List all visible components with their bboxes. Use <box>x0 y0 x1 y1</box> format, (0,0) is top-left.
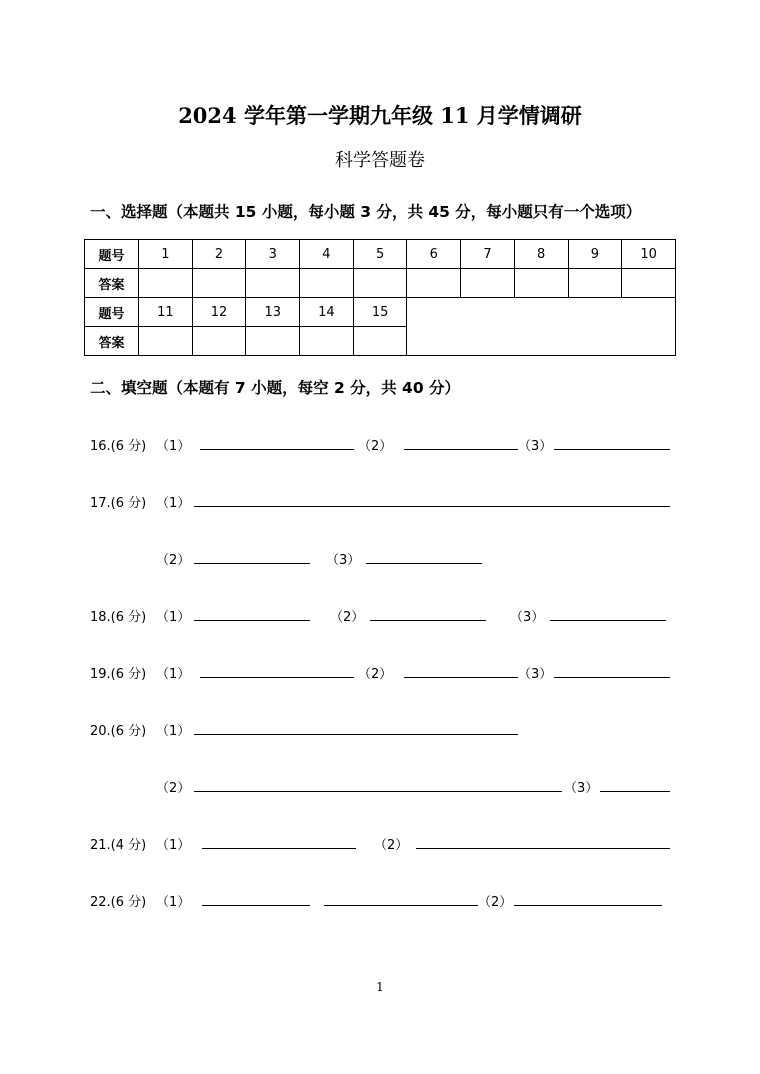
answer-blank[interactable] <box>202 834 356 849</box>
answer-blank[interactable] <box>600 777 670 792</box>
answer-blank[interactable] <box>366 549 482 564</box>
part-1-label: （1） <box>156 496 191 511</box>
part-2-label: （2） <box>358 439 393 454</box>
part-1-label: （1） <box>156 895 191 910</box>
answer-blank[interactable] <box>370 606 486 621</box>
answer-cell[interactable] <box>461 269 515 298</box>
answer-blank[interactable] <box>194 492 670 507</box>
part-3-label: （3） <box>564 781 599 796</box>
answer-blank[interactable] <box>404 435 518 450</box>
part-3-label: （3） <box>518 439 553 454</box>
question-number-cell: 6 <box>407 240 461 269</box>
answer-blank[interactable] <box>194 720 518 735</box>
question-number-cell: 1 <box>139 240 193 269</box>
answer-cell[interactable] <box>514 269 568 298</box>
part-1-label: （1） <box>156 838 191 853</box>
question-number-cell: 13 <box>246 298 300 327</box>
answer-cell[interactable] <box>192 269 246 298</box>
part-3-label: （3） <box>518 667 553 682</box>
table-row <box>85 269 676 298</box>
answer-cell[interactable] <box>139 327 193 356</box>
part-2-label: （2） <box>374 838 409 853</box>
answer-blank[interactable] <box>194 606 310 621</box>
part-3-label: （3） <box>326 553 361 568</box>
part-2-label: （2） <box>358 667 393 682</box>
answer-cell[interactable] <box>300 269 354 298</box>
row-label-answer: 答案 <box>85 269 139 298</box>
table-row <box>85 298 676 327</box>
question-number-cell: 12 <box>192 298 246 327</box>
question-number-cell: 2 <box>192 240 246 269</box>
question-label: 18.(6 分) <box>90 610 147 625</box>
question-label: 21.(4 分) <box>90 838 147 853</box>
answer-cell[interactable] <box>353 327 407 356</box>
answer-blank[interactable] <box>194 777 562 792</box>
section-1-heading: 一、选择题（本题共 15 小题，每小题 3 分，共 45 分，每小题只有一个选项） <box>90 203 642 221</box>
question-number-cell: 14 <box>300 298 354 327</box>
answer-cell[interactable] <box>246 269 300 298</box>
question-number-cell: 15 <box>353 298 407 327</box>
answer-cell[interactable] <box>407 269 461 298</box>
question-label: 19.(6 分) <box>90 667 147 682</box>
answer-cell[interactable] <box>622 269 676 298</box>
choice-answer-grid <box>84 239 676 356</box>
question-number-cell: 10 <box>622 240 676 269</box>
part-2-label: （2） <box>156 553 191 568</box>
question-label: 20.(6 分) <box>90 724 147 739</box>
answer-cell[interactable] <box>246 327 300 356</box>
answer-cell[interactable] <box>139 269 193 298</box>
answer-blank[interactable] <box>550 606 666 621</box>
answer-blank[interactable] <box>200 663 354 678</box>
part-2-label: （2） <box>156 781 191 796</box>
answer-blank[interactable] <box>404 663 518 678</box>
answer-blank[interactable] <box>324 891 478 906</box>
empty-merged-cell <box>407 298 676 356</box>
part-2-label: （2） <box>478 895 513 910</box>
question-number-cell: 7 <box>461 240 515 269</box>
answer-cell[interactable] <box>568 269 622 298</box>
answer-blank[interactable] <box>416 834 670 849</box>
answer-blank[interactable] <box>202 891 310 906</box>
part-1-label: （1） <box>156 724 191 739</box>
row-label-number: 题号 <box>85 298 139 327</box>
table-row <box>85 240 676 269</box>
page-number: 1 <box>376 980 384 994</box>
question-number-cell: 11 <box>139 298 193 327</box>
question-number-cell: 9 <box>568 240 622 269</box>
part-1-label: （1） <box>156 439 191 454</box>
answer-blank[interactable] <box>514 891 662 906</box>
section-2-heading: 二、填空题（本题有 7 小题，每空 2 分，共 40 分） <box>90 379 461 397</box>
page-subtitle: 科学答题卷 <box>335 150 425 171</box>
question-number-cell: 8 <box>514 240 568 269</box>
answer-blank[interactable] <box>554 435 670 450</box>
answer-blank[interactable] <box>200 435 354 450</box>
row-label-number: 题号 <box>85 240 139 269</box>
answer-blank[interactable] <box>554 663 670 678</box>
answer-blank[interactable] <box>194 549 310 564</box>
answer-cell[interactable] <box>192 327 246 356</box>
part-3-label: （3） <box>510 610 545 625</box>
part-2-label: （2） <box>330 610 365 625</box>
question-label: 22.(6 分) <box>90 895 147 910</box>
question-label: 17.(6 分) <box>90 496 147 511</box>
question-number-cell: 5 <box>353 240 407 269</box>
question-number-cell: 4 <box>300 240 354 269</box>
answer-cell[interactable] <box>300 327 354 356</box>
question-number-cell: 3 <box>246 240 300 269</box>
page-title: 2024 学年第一学期九年级 11 月学情调研 <box>178 103 582 128</box>
part-1-label: （1） <box>156 610 191 625</box>
question-label: 16.(6 分) <box>90 439 147 454</box>
answer-cell[interactable] <box>353 269 407 298</box>
part-1-label: （1） <box>156 667 191 682</box>
row-label-answer: 答案 <box>85 327 139 356</box>
